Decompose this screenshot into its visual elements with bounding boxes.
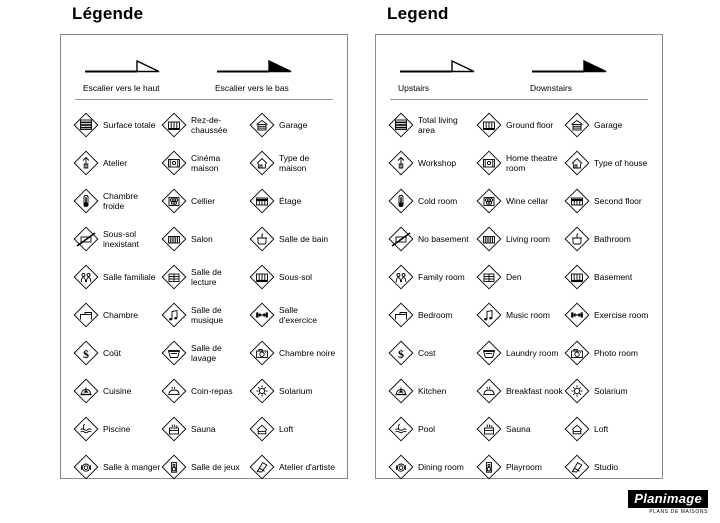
- stairs-item: [215, 55, 331, 93]
- legend-entry-label: Cuisine: [103, 386, 132, 396]
- music-room-icon: [161, 302, 187, 328]
- legend-entry-label: Dining room: [418, 462, 464, 472]
- legend-entry: [564, 334, 652, 372]
- studio-icon: [249, 454, 275, 480]
- legend-entry: [388, 258, 476, 296]
- den-icon: [476, 264, 502, 290]
- total-living-area-icon: [73, 112, 99, 138]
- legend-entry-label: Salle familiale: [103, 272, 156, 282]
- legend-entry-label: Sauna: [506, 424, 531, 434]
- legend-entry: [249, 334, 337, 372]
- legend-entry: [249, 448, 337, 486]
- legend-entry: [73, 182, 161, 220]
- legend-entry-label: Exercise room: [594, 310, 649, 320]
- legend-entry-label: Kitchen: [418, 386, 447, 396]
- stairs-down-arrow-icon: [530, 55, 646, 81]
- legend-entry-label: Salle de musique: [191, 305, 224, 325]
- legend-entry-label: Salle de bain: [279, 234, 329, 244]
- legend-entry: [476, 334, 564, 372]
- stairs-item: [398, 55, 514, 93]
- divider: [390, 99, 648, 100]
- pool-icon: [388, 416, 414, 442]
- exercise-room-icon: [564, 302, 590, 328]
- legend-title: Legend: [387, 4, 449, 23]
- legend-entry: [564, 106, 652, 144]
- basement-icon: [564, 264, 590, 290]
- legend-entry-label: Atelier: [103, 158, 128, 168]
- stairs-row: [71, 49, 337, 93]
- legend-entry-label: Home theatre room: [506, 153, 558, 173]
- legend-entry: [564, 220, 652, 258]
- legend-entry: [476, 296, 564, 334]
- legend-entry-label: Étage: [279, 196, 302, 206]
- legend-entry-label: Den: [506, 272, 522, 282]
- legend-entry: [476, 144, 564, 182]
- legend-entry: [161, 258, 249, 296]
- legend-entry: [388, 144, 476, 182]
- legend-entry-label: Type of house: [594, 158, 648, 168]
- logo-tagline: PLANS DE MAISONS: [649, 509, 708, 515]
- no-basement-icon: [388, 226, 414, 252]
- legend-entry: [73, 410, 161, 448]
- stairs-item: [83, 55, 199, 93]
- legend-entry: [388, 106, 476, 144]
- legend-entry-label: Ground floor: [506, 120, 554, 130]
- legend-entry-label: Salle de lavage: [191, 343, 222, 363]
- legend-entry: [564, 296, 652, 334]
- legend-entry-label: Chambre: [103, 310, 138, 320]
- legend-entry-label: Solarium: [279, 386, 313, 396]
- legend-entry-label: Salon: [191, 234, 213, 244]
- solarium-icon: [564, 378, 590, 404]
- legend-entry-label: Rez-de-chaussée: [191, 115, 228, 135]
- legend-entry-label: Atelier d'artiste: [279, 462, 335, 472]
- legend-entry-label: Laundry room: [506, 348, 559, 358]
- legend-icon-grid: [386, 104, 652, 486]
- breakfast-nook-icon: [161, 378, 187, 404]
- legend-entry-label: Coût: [103, 348, 121, 358]
- laundry-room-icon: [161, 340, 187, 366]
- legend-entry: [161, 410, 249, 448]
- studio-icon: [564, 454, 590, 480]
- living-room-icon: [476, 226, 502, 252]
- stairs-down-arrow-icon: [215, 55, 331, 81]
- cost-icon: [388, 340, 414, 366]
- loft-icon: [249, 416, 275, 442]
- wine-cellar-icon: [476, 188, 502, 214]
- legend-entry: [564, 182, 652, 220]
- legend-entry: [564, 144, 652, 182]
- basement-icon: [249, 264, 275, 290]
- legend-entry-label: Coin-repas: [191, 386, 233, 396]
- living-room-icon: [161, 226, 187, 252]
- stairs-label: Upstairs: [398, 83, 430, 93]
- playroom-icon: [161, 454, 187, 480]
- legend-entry: [249, 258, 337, 296]
- legend-entry: [73, 220, 161, 258]
- stairs-label: Escalier vers le bas: [215, 83, 289, 93]
- legend-entry-label: Family room: [418, 272, 465, 282]
- playroom-icon: [476, 454, 502, 480]
- legend-entry: [73, 296, 161, 334]
- legend-entry-label: Studio: [594, 462, 619, 472]
- wine-cellar-icon: [161, 188, 187, 214]
- stairs-item: [530, 55, 646, 93]
- legend-entry-label: Sauna: [191, 424, 216, 434]
- stairs-label: Downstairs: [530, 83, 573, 93]
- legend-entry: [161, 106, 249, 144]
- legend-panel-english: [375, 0, 675, 479]
- legend-entry: [73, 448, 161, 486]
- legend-entry: [161, 448, 249, 486]
- legend-entry: [249, 296, 337, 334]
- bathroom-icon: [564, 226, 590, 252]
- legend-entry: [161, 220, 249, 258]
- legend-entry-label: Chambre noire: [279, 348, 336, 358]
- family-room-icon: [73, 264, 99, 290]
- legend-entry: [249, 144, 337, 182]
- loft-icon: [564, 416, 590, 442]
- legend-entry: [564, 448, 652, 486]
- logo-wordmark: Planimage: [628, 490, 708, 508]
- laundry-room-icon: [476, 340, 502, 366]
- photo-room-icon: [564, 340, 590, 366]
- legend-entry: [73, 372, 161, 410]
- legend-icon-grid: [71, 104, 337, 486]
- garage-icon: [249, 112, 275, 138]
- legend-entry: [564, 410, 652, 448]
- legend-entry: [249, 372, 337, 410]
- type-of-house-icon: [249, 150, 275, 176]
- legend-entry: [388, 334, 476, 372]
- legend-entry-label: Garage: [594, 120, 623, 130]
- legend-entry-label: Solarium: [594, 386, 628, 396]
- legend-entry-label: Workshop: [418, 158, 457, 168]
- music-room-icon: [476, 302, 502, 328]
- legend-entry-label: Sous-sol: [279, 272, 313, 282]
- legend-entry-label: Photo room: [594, 348, 638, 358]
- legend-entry-label: Bathroom: [594, 234, 631, 244]
- legend-entry: [161, 296, 249, 334]
- legend-box: [60, 34, 348, 479]
- home-theatre-icon: [161, 150, 187, 176]
- legend-entry: [476, 182, 564, 220]
- pool-icon: [73, 416, 99, 442]
- legend-entry: [564, 372, 652, 410]
- legend-entry-label: Salle de jeux: [191, 462, 240, 472]
- dining-room-icon: [73, 454, 99, 480]
- legend-panel-french: [60, 0, 360, 479]
- total-living-area-icon: [388, 112, 414, 138]
- legend-entry: [73, 106, 161, 144]
- legend-entry: [476, 410, 564, 448]
- legend-entry-label: Bedroom: [418, 310, 453, 320]
- family-room-icon: [388, 264, 414, 290]
- sauna-icon: [476, 416, 502, 442]
- legend-entry: [476, 448, 564, 486]
- legend-entry-label: Living room: [506, 234, 550, 244]
- kitchen-icon: [73, 378, 99, 404]
- legend-entry-label: Cold room: [418, 196, 458, 206]
- legend-entry: [476, 220, 564, 258]
- legend-title: Légende: [72, 4, 144, 23]
- kitchen-icon: [388, 378, 414, 404]
- legend-entry-label: Surface totale: [103, 120, 156, 130]
- bedroom-icon: [388, 302, 414, 328]
- legend-entry: [161, 182, 249, 220]
- legend-entry: [476, 106, 564, 144]
- legend-entry-label: Loft: [279, 424, 294, 434]
- legend-entry: [388, 220, 476, 258]
- legend-entry-label: Pool: [418, 424, 436, 434]
- legend-entry-label: Wine cellar: [506, 196, 549, 206]
- ground-floor-icon: [476, 112, 502, 138]
- legend-entry-label: No basement: [418, 234, 469, 244]
- legend-entry: [161, 334, 249, 372]
- legend-entry-label: Type de maison: [279, 153, 310, 173]
- garage-icon: [564, 112, 590, 138]
- cold-room-icon: [388, 188, 414, 214]
- legend-entry-label: Playroom: [506, 462, 542, 472]
- home-theatre-icon: [476, 150, 502, 176]
- legend-entry-label: Breakfast nook: [506, 386, 563, 396]
- legend-entry-label: Music room: [506, 310, 550, 320]
- legend-entry: [388, 410, 476, 448]
- legend-entry: [388, 372, 476, 410]
- dining-room-icon: [388, 454, 414, 480]
- legend-entry-label: Garage: [279, 120, 308, 130]
- type-of-house-icon: [564, 150, 590, 176]
- ground-floor-icon: [161, 112, 187, 138]
- workshop-icon: [73, 150, 99, 176]
- cost-icon: [73, 340, 99, 366]
- legend-entry-label: Sous-sol inexistant: [103, 229, 139, 249]
- divider: [75, 99, 333, 100]
- legend-entry: [388, 182, 476, 220]
- legend-entry-label: Cinéma maison: [191, 153, 221, 173]
- exercise-room-icon: [249, 302, 275, 328]
- legend-entry-label: Loft: [594, 424, 609, 434]
- legend-entry-label: Chambre froide: [103, 191, 138, 211]
- legend-entry-label: Piscine: [103, 424, 131, 434]
- no-basement-icon: [73, 226, 99, 252]
- legend-entry: [388, 296, 476, 334]
- legend-entry: [161, 144, 249, 182]
- planimage-logo: [628, 490, 708, 515]
- legend-entry-label: Second floor: [594, 196, 642, 206]
- stairs-up-arrow-icon: [83, 55, 199, 81]
- second-floor-icon: [249, 188, 275, 214]
- breakfast-nook-icon: [476, 378, 502, 404]
- legend-entry-label: Basement: [594, 272, 633, 282]
- second-floor-icon: [564, 188, 590, 214]
- photo-room-icon: [249, 340, 275, 366]
- stairs-label: Escalier vers le haut: [83, 83, 160, 93]
- legend-entry-label: Total living area: [418, 115, 458, 135]
- legend-entry: [249, 106, 337, 144]
- svg-text:$: $: [83, 347, 89, 361]
- legend-entry: [73, 144, 161, 182]
- bathroom-icon: [249, 226, 275, 252]
- legend-entry: [249, 220, 337, 258]
- svg-text:$: $: [398, 347, 404, 361]
- legend-entry: [249, 182, 337, 220]
- legend-entry: [476, 372, 564, 410]
- legend-entry-label: Salle d'exercice: [279, 305, 318, 325]
- legend-entry: [388, 448, 476, 486]
- legend-entry: [161, 372, 249, 410]
- legend-box: [375, 34, 663, 479]
- workshop-icon: [388, 150, 414, 176]
- legend-entry: [73, 334, 161, 372]
- stairs-up-arrow-icon: [398, 55, 514, 81]
- legend-entry-label: Cost: [418, 348, 436, 358]
- legend-entry: [73, 258, 161, 296]
- legend-entry: [476, 258, 564, 296]
- legend-entry-label: Cellier: [191, 196, 216, 206]
- cold-room-icon: [73, 188, 99, 214]
- den-icon: [161, 264, 187, 290]
- legend-entry-label: Salle à manger: [103, 462, 161, 472]
- legend-entry-label: Salle de lecture: [191, 267, 222, 287]
- sauna-icon: [161, 416, 187, 442]
- stairs-row: [386, 49, 652, 93]
- legend-entry: [249, 410, 337, 448]
- bedroom-icon: [73, 302, 99, 328]
- legend-entry: [564, 258, 652, 296]
- solarium-icon: [249, 378, 275, 404]
